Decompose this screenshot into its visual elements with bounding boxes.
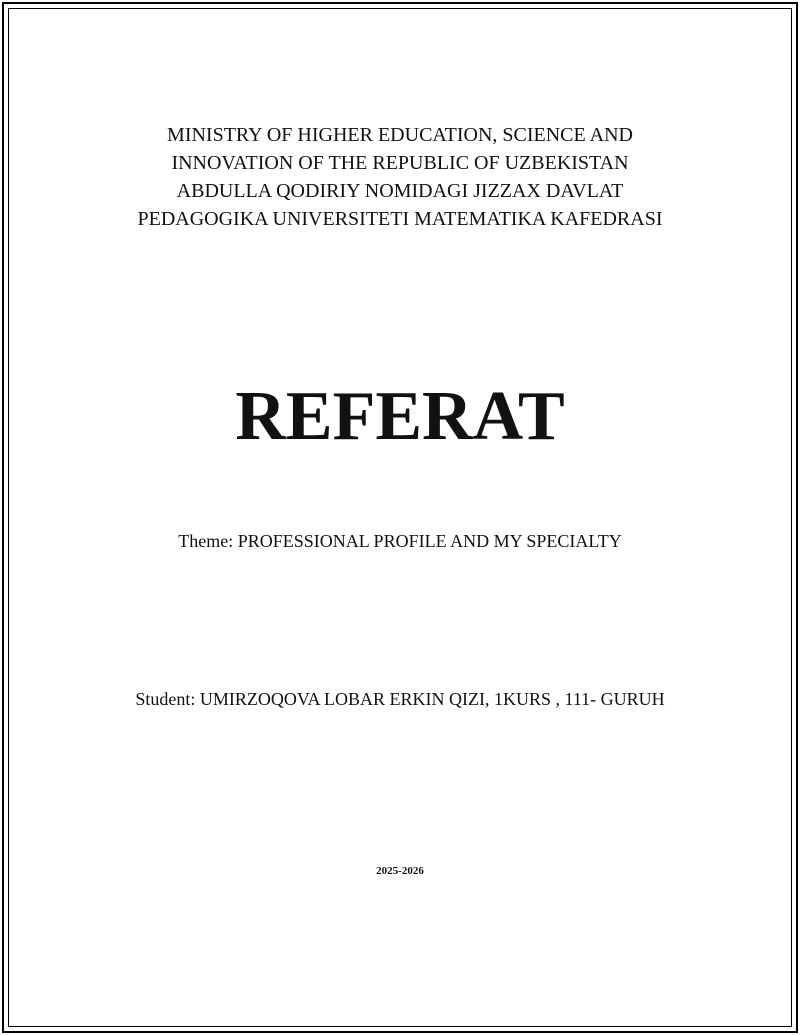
institution-header	[0, 121, 800, 233]
header-line-republic: INNOVATION OF THE REPUBLIC OF UZBEKISTAN	[171, 152, 629, 174]
header-line-ministry: MINISTRY OF HIGHER EDUCATION, SCIENCE AND	[167, 124, 633, 146]
document-title: REFERAT	[235, 378, 565, 455]
student-line: Student: UMIRZOQOVA LOBAR ERKIN QIZI, 1KURS , 111- GURUH	[135, 689, 665, 709]
theme-line: Theme: PROFESSIONAL PROFILE AND MY SPECIALTY	[178, 531, 622, 551]
header-line-department: PEDAGOGIKA UNIVERSITETI MATEMATIKA KAFEDRASI	[137, 208, 663, 230]
academic-year: 2025-2026	[376, 865, 424, 877]
header-line-university: ABDULLA QODIRIY NOMIDAGI JIZZAX DAVLAT	[176, 180, 624, 202]
